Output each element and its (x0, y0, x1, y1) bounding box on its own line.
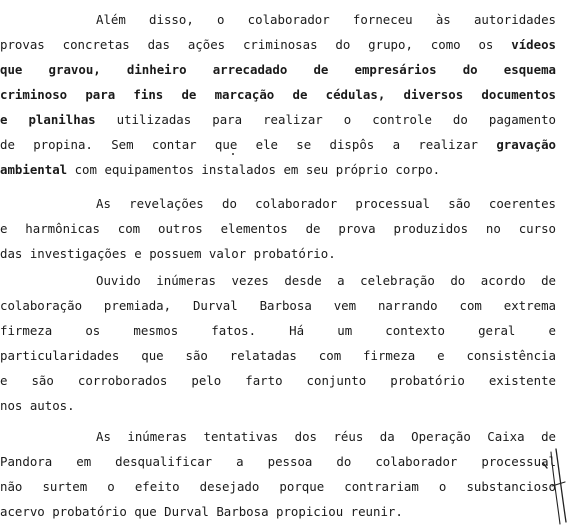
text-line: das investigações e possuem valor probatório. (0, 246, 336, 261)
text-line: não surtem o efeito desejado porque contrariam o substancioso (0, 479, 556, 494)
text-line: particularidades que são relatadas com firmeza e consistência (0, 348, 556, 363)
text-line: provas concretas das ações criminosas do grupo, como os vídeos (0, 37, 556, 52)
text-line: As revelações do colaborador processual são coerentes (96, 196, 556, 211)
text-line: As inúmeras tentativas dos réus da Operação Caixa de (96, 429, 556, 444)
text-line: acervo probatório que Durval Barbosa propiciou reunir. (0, 504, 403, 519)
text-line: ambiental com equipamentos instalados em seu próprio corpo. (0, 162, 441, 177)
bold-phrase: gravação (496, 137, 556, 152)
bold-phrase: criminoso para fins de marcação de cédulas, diversos documentos (0, 87, 556, 102)
text-line: nos autos. (0, 398, 75, 413)
text-line: e são corroborados pelo farto conjunto probatório existente (0, 373, 556, 388)
text-line: firmeza os mesmos fatos. Há um contexto geral e (0, 323, 556, 338)
text-line: e planilhas utilizadas para realizar o controle do pagamento (0, 112, 556, 127)
text-line: Pandora em desqualificar a pessoa do colaborador processual (0, 454, 556, 469)
bold-phrase: e planilhas (0, 112, 96, 127)
text-line: colaboração premiada, Durval Barbosa vem narrando com extrema (0, 298, 556, 313)
bold-phrase: vídeos (511, 37, 556, 52)
text-line: Ouvido inúmeras vezes desde a celebração do acordo de (96, 273, 556, 288)
text-line: e harmônicas com outros elementos de prova produzidos no curso (0, 221, 556, 236)
bold-phrase: ambiental (0, 162, 68, 177)
bold-phrase: que gravou, dinheiro arrecadado de empresários do esquema (0, 62, 556, 77)
text-line: Além disso, o colaborador forneceu às autoridades (96, 12, 556, 27)
text-line: de propina. Sem contar que ele se dispôs a realizar gravação (0, 137, 556, 152)
